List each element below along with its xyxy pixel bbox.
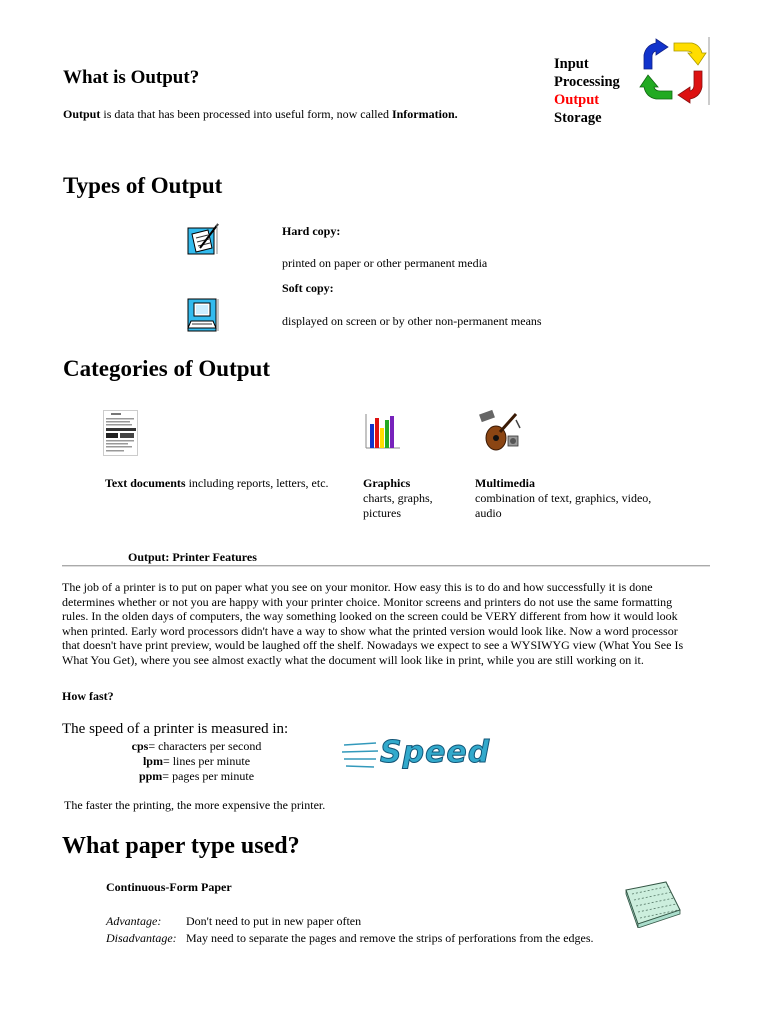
cycle-item-input: Input bbox=[554, 56, 589, 72]
text-documents-rest: including reports, letters, etc. bbox=[188, 476, 329, 490]
hard-copy-icon bbox=[186, 222, 220, 256]
speed-intro: The speed of a printer is measured in: bbox=[62, 721, 289, 737]
paragraph-line: rules. In the olden days of computers, the way something looked on the screen could be VERY different from how it would look bbox=[62, 609, 678, 624]
speed-units bbox=[110, 739, 283, 784]
printer-paragraph bbox=[62, 580, 722, 668]
graphics-desc bbox=[363, 476, 433, 521]
cycle-list bbox=[554, 55, 620, 127]
paragraph-line: determines whether or not you are happy with your printer choice. Monitor screens and printers do not use the same formatting bbox=[62, 594, 673, 609]
paragraph-line: that doesn't have print preview, would be laughed off the shelf. Nowadays we expect to see a WYSIWYG view (What You See Is bbox=[62, 638, 684, 653]
cycle-arrows-icon bbox=[636, 35, 712, 107]
output-heading: What is Output? bbox=[63, 67, 200, 88]
cycle-item-processing: Processing bbox=[554, 74, 620, 90]
multimedia-label: Multimedia bbox=[475, 476, 535, 490]
unit-desc: = lines per minute bbox=[162, 754, 251, 768]
speed-graphic bbox=[340, 735, 490, 775]
cycle-item-output: Output bbox=[554, 92, 600, 108]
speed-word: Speed bbox=[380, 735, 491, 770]
soft-copy-label: Soft copy: bbox=[282, 281, 334, 295]
faster-note: The faster the printing, the more expensive the printer. bbox=[64, 798, 326, 812]
output-text: is data that has been processed into useful form, now called bbox=[103, 107, 389, 121]
advantage-label: Advantage: bbox=[106, 914, 162, 928]
hard-copy-desc: printed on paper or other permanent media bbox=[282, 256, 488, 270]
output-term: Output bbox=[63, 107, 101, 121]
output-definition bbox=[63, 107, 458, 122]
unit-abbr: cps bbox=[131, 739, 149, 753]
hard-copy-label: Hard copy: bbox=[282, 224, 341, 238]
paragraph-line: The job of a printer is to put on paper what you see on your monitor. How easy this is to do and how successfully it is done bbox=[62, 580, 653, 594]
unit-row bbox=[110, 754, 283, 769]
disadvantage-text: May need to separate the pages and remove the strips of perforations from the edges. bbox=[186, 931, 594, 945]
multimedia-desc bbox=[475, 476, 651, 521]
paper-heading: What paper type used? bbox=[62, 833, 300, 859]
types-heading: Types of Output bbox=[63, 173, 223, 198]
continuous-paper-icon bbox=[622, 880, 684, 928]
unit-row bbox=[110, 769, 283, 784]
information-term: Information. bbox=[391, 107, 458, 121]
text-documents-label: Text documents bbox=[105, 476, 186, 490]
disadvantage-label: Disadvantage: bbox=[106, 931, 177, 945]
categories-heading: Categories of Output bbox=[63, 356, 270, 381]
text-document-icon bbox=[103, 410, 139, 456]
soft-copy-desc: displayed on screen or by other non-permanent means bbox=[282, 314, 542, 328]
graphics-desc-line2: pictures bbox=[363, 506, 401, 520]
multimedia-desc-line2: audio bbox=[475, 506, 502, 520]
printer-section-title: Output: Printer Features bbox=[128, 550, 257, 564]
bar-graph-icon bbox=[362, 410, 402, 452]
advantage-text: Don't need to put in new paper often bbox=[186, 914, 362, 928]
unit-abbr: ppm bbox=[138, 769, 163, 783]
graphics-desc-line1: charts, graphs, bbox=[363, 491, 433, 505]
paragraph-line: What You Get), where you see almost exactly what the document will look like in print, while you are still working on it. bbox=[62, 652, 644, 667]
how-fast-heading: How fast? bbox=[62, 689, 114, 703]
unit-abbr: lpm bbox=[142, 754, 163, 768]
paper-type-title: Continuous-Form Paper bbox=[106, 880, 232, 894]
soft-copy-icon bbox=[186, 297, 220, 333]
text-documents-desc bbox=[105, 476, 329, 491]
paragraph-line: when printed. Early word processors didn't have a way to show what the printed version would look like. Now a word processor bbox=[62, 623, 678, 638]
unit-desc: = characters per second bbox=[148, 739, 262, 753]
section-divider bbox=[62, 565, 710, 567]
cycle-item-storage: Storage bbox=[554, 110, 602, 126]
multimedia-desc-line1: combination of text, graphics, video, bbox=[475, 491, 652, 505]
unit-desc: = pages per minute bbox=[162, 769, 255, 783]
unit-row bbox=[110, 739, 283, 754]
multimedia-guitar-icon bbox=[478, 408, 522, 454]
graphics-label: Graphics bbox=[363, 476, 411, 490]
speed-lines-icon bbox=[340, 735, 382, 775]
